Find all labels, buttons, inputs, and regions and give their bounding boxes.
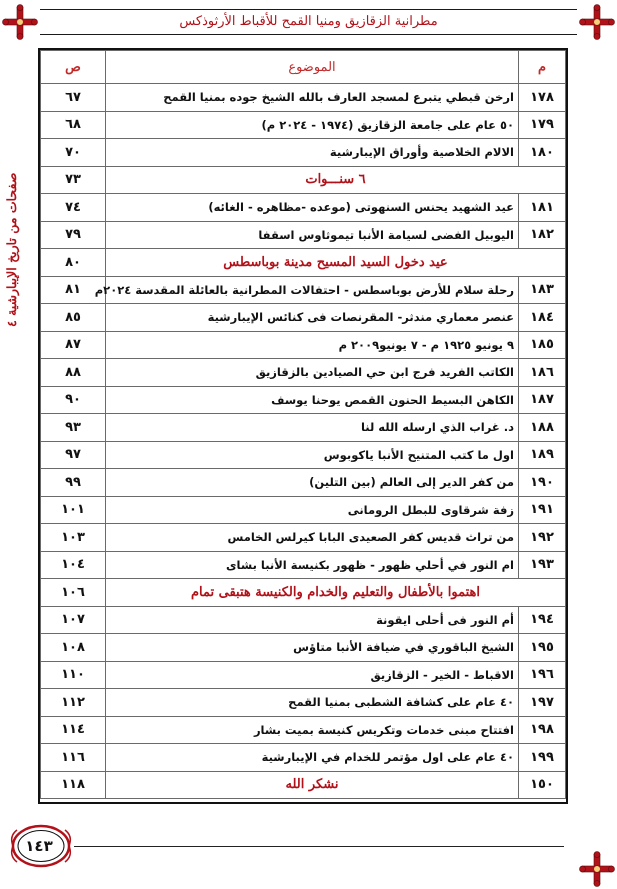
- entry-page: ١٠٦: [41, 579, 106, 607]
- coptic-cross-icon: [579, 851, 615, 887]
- table-row: [41, 469, 566, 497]
- entry-title: ام النور في أحلي ظهور - ظهور بكنيسة الأنبا بشاى: [106, 551, 519, 579]
- entry-number: ١٨١: [519, 194, 566, 222]
- entry-number: ١٨٠: [519, 139, 566, 167]
- entry-page: ١١٨: [41, 771, 106, 799]
- coptic-cross-icon: [579, 4, 615, 40]
- entry-number: ١٩٨: [519, 716, 566, 744]
- entry-number: ١٨٦: [519, 359, 566, 387]
- entry-title: اليوبيل الفضى لسيامة الأنبا تيموثاوس اسقفا: [106, 221, 519, 249]
- entry-title: ارخن قبطي يتبرع لمسجد العارف بالله الشيخ جوده بمنيا القمح: [106, 84, 519, 112]
- entry-page: ٦٧: [41, 84, 106, 112]
- entry-page: ١١٤: [41, 716, 106, 744]
- table-row: [41, 221, 566, 249]
- coptic-cross-icon: [2, 4, 38, 40]
- table-row: [41, 689, 566, 717]
- page-number: ١٤٣: [25, 837, 53, 855]
- entry-page: ٨٥: [41, 304, 106, 332]
- header-title: مطرانية الزقازيق ومنيا القمح للأقباط الأرثوذكس: [179, 14, 438, 29]
- entry-page: ١٠٤: [41, 551, 106, 579]
- entry-page: ٧٠: [41, 139, 106, 167]
- table-row: [41, 634, 566, 662]
- table-row: [41, 359, 566, 387]
- entry-page: ١١٠: [41, 661, 106, 689]
- side-title: صفحات من تاريخ الإيبارشية ٤: [4, 172, 19, 328]
- table-row: [41, 84, 566, 112]
- section-title: ٦ سنـــوات: [106, 166, 566, 194]
- table-row: [41, 744, 566, 772]
- table-row: [41, 606, 566, 634]
- entry-number: ١٩٣: [519, 551, 566, 579]
- entry-title: أم النور فى أحلى ايقونة: [106, 606, 519, 634]
- entry-title: عنصر معماري مندثر- المقرنصات فى كنائس الإيبارشية: [106, 304, 519, 332]
- table-row: [41, 194, 566, 222]
- section-title: اهتموا بالأطفال والتعليم والخدام والكنيسة هتبقى تمام: [106, 579, 566, 607]
- entry-title: ٤٠ عام على كشافة الشطبى بمنيا القمح: [106, 689, 519, 717]
- entry-number: ١٨٩: [519, 441, 566, 469]
- entry-number: ١٩٦: [519, 661, 566, 689]
- entry-title: د. غراب الذي ارسله الله لنا: [106, 414, 519, 442]
- index-table: [38, 48, 568, 804]
- entry-page: ٨٠: [41, 249, 106, 277]
- table-row: [41, 331, 566, 359]
- entry-number: ١٩٥: [519, 634, 566, 662]
- table-body: [41, 51, 566, 799]
- entry-title: الاقباط - الخير - الزقازيق: [106, 661, 519, 689]
- final-row: [41, 771, 566, 799]
- entry-number: ١٩١: [519, 496, 566, 524]
- entry-page: ١٠٣: [41, 524, 106, 552]
- section-row: [41, 579, 566, 607]
- entry-page: ٧٣: [41, 166, 106, 194]
- entry-page: ٩٧: [41, 441, 106, 469]
- header-num: م: [519, 51, 566, 84]
- table-row: [41, 441, 566, 469]
- entry-page: ٦٨: [41, 111, 106, 139]
- entry-title: افتتاح مبنى خدمات وتكريس كنيسة بميت بشار: [106, 716, 519, 744]
- entry-title: زفة شرقاوى للبطل الرومانى: [106, 496, 519, 524]
- table-row: [41, 386, 566, 414]
- closing-title: نشكر الله: [106, 771, 519, 799]
- table-row: [41, 496, 566, 524]
- table-row: [41, 716, 566, 744]
- entry-number: ١٥٠: [519, 771, 566, 799]
- entry-title: ٩ يونيو ١٩٢٥ م - ٧ يونيو٢٠٠٩ م: [106, 331, 519, 359]
- table-row: [41, 276, 566, 304]
- entry-page: ٧٩: [41, 221, 106, 249]
- section-row: [41, 166, 566, 194]
- entry-number: ١٨٥: [519, 331, 566, 359]
- table-row: [41, 661, 566, 689]
- footer-rule: [74, 846, 564, 847]
- table-row: [41, 139, 566, 167]
- entry-title: عيد الشهيد يحنس السنهوتى (موعده -مظاهره - الغائه): [106, 194, 519, 222]
- entry-title: الالام الخلاصية وأوراق الإيبارشية: [106, 139, 519, 167]
- entry-number: ١٩٩: [519, 744, 566, 772]
- entry-page: ١٠٨: [41, 634, 106, 662]
- header-page: ص: [41, 51, 106, 84]
- table-row: [41, 551, 566, 579]
- entry-number: ١٨٧: [519, 386, 566, 414]
- entry-title: الكاهن البسيط الحنون القمص يوحنا يوسف: [106, 386, 519, 414]
- entry-title: من تراث قديس كفر الصعيدى البابا كيرلس الخامس: [106, 524, 519, 552]
- header-rule-bottom: [40, 34, 577, 35]
- entry-page: ١٠٧: [41, 606, 106, 634]
- entry-number: ١٩٤: [519, 606, 566, 634]
- entry-page: ١١٢: [41, 689, 106, 717]
- entry-number: ١٩٢: [519, 524, 566, 552]
- entry-page: ٨٧: [41, 331, 106, 359]
- entry-page: ١١٦: [41, 744, 106, 772]
- entry-page: ٩٩: [41, 469, 106, 497]
- entry-title: ٥٠ عام على جامعة الزقازيق (١٩٧٤ - ٢٠٢٤ م): [106, 111, 519, 139]
- entry-number: ١٧٨: [519, 84, 566, 112]
- entry-page: ٨٨: [41, 359, 106, 387]
- entry-page: ٩٣: [41, 414, 106, 442]
- section-title: عيد دخول السيد المسيح مدينة بوباسطس: [106, 249, 566, 277]
- entry-page: ١٠١: [41, 496, 106, 524]
- entry-title: الشيخ الباقوري في ضيافة الأنبا متاؤس: [106, 634, 519, 662]
- entry-title: الكاتب الفريد فرج ابن حي الصيادين بالزقازيق: [106, 359, 519, 387]
- entry-title: رحلة سلام للأرض بوباسطس - احتفالات المطرانية بالعائلة المقدسة ٢٠٢٤م: [106, 276, 519, 304]
- entry-page: ٩٠: [41, 386, 106, 414]
- entry-page: ٧٤: [41, 194, 106, 222]
- table-header-row: [41, 51, 566, 84]
- section-row: [41, 249, 566, 277]
- entry-title: ٤٠ عام على اول مؤتمر للخدام في الإيبارشية: [106, 744, 519, 772]
- table-row: [41, 414, 566, 442]
- entry-number: ١٨٢: [519, 221, 566, 249]
- entry-number: ١٩٠: [519, 469, 566, 497]
- entry-number: ١٨٣: [519, 276, 566, 304]
- entry-number: ١٨٤: [519, 304, 566, 332]
- entry-page: ٨١: [41, 276, 106, 304]
- header-subject: الموضوع: [106, 51, 519, 84]
- entry-number: ١٩٧: [519, 689, 566, 717]
- entry-title: من كفر الدير إلى العالم (بين التلين): [106, 469, 519, 497]
- table-row: [41, 524, 566, 552]
- table-row: [41, 304, 566, 332]
- entry-number: ١٧٩: [519, 111, 566, 139]
- entry-title: اول ما كتب المتنيح الأنبا ياكوبوس: [106, 441, 519, 469]
- entry-number: ١٨٨: [519, 414, 566, 442]
- table-row: [41, 111, 566, 139]
